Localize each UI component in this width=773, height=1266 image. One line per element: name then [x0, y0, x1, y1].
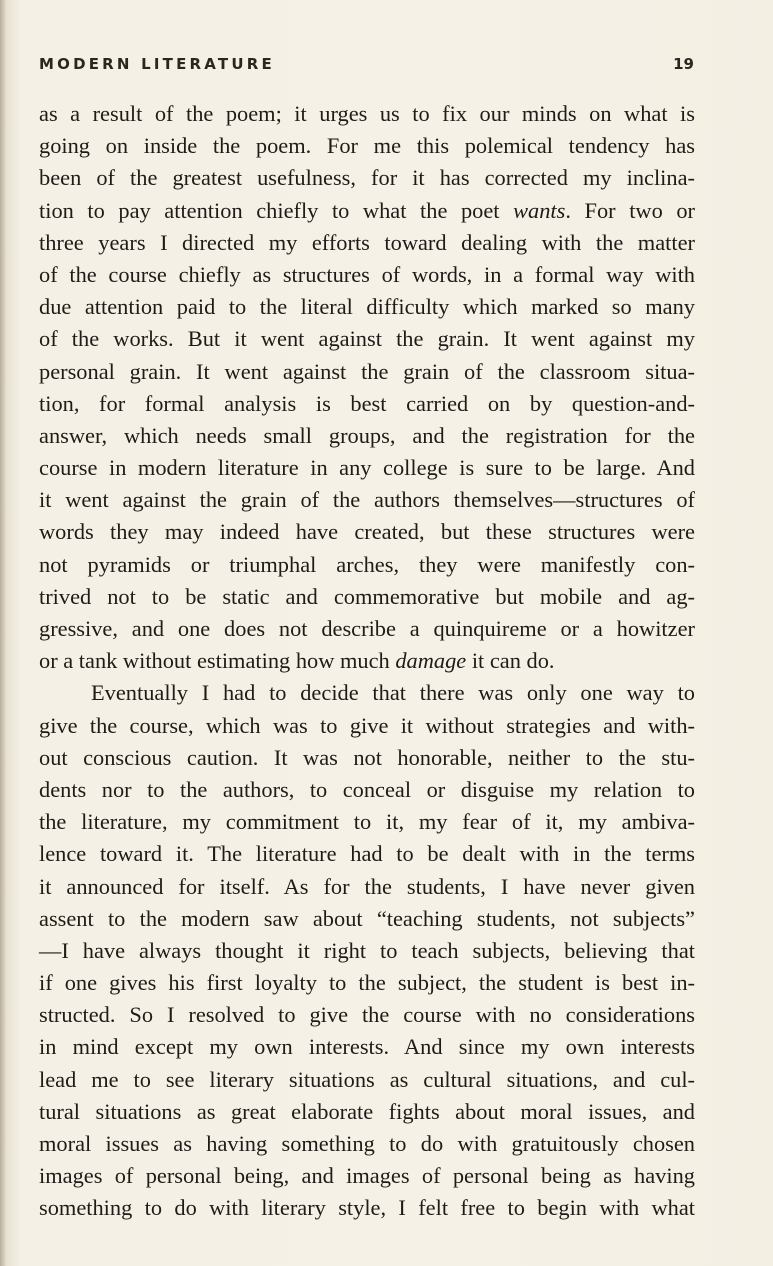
- text-run: tion to pay attention chiefly to what the poet: [39, 197, 514, 223]
- text-line: trived not to be static and commemorative but mobile and ag-: [39, 583, 695, 609]
- running-title: MODERN LITERATURE: [39, 55, 275, 73]
- text-line: gressive, and one does not describe a quinquireme or a howitzer: [39, 616, 695, 641]
- text-line: of the works. But it went against the grain. It went against my: [39, 326, 695, 352]
- text-line: it announced for itself. As for the students, I have never given: [39, 873, 695, 899]
- text-line: course in modern literature in any college is sure to be large. And: [39, 455, 695, 481]
- text-line: out conscious caution. It was not honorable, neither to the stu-: [39, 744, 695, 770]
- text-line: lead me to see literary situations as cultural situations, and cul-: [39, 1066, 695, 1092]
- text-line: as a result of the poem; it urges us to fix our minds on what is: [39, 101, 695, 126]
- running-head: [39, 55, 694, 85]
- text-line: dents nor to the authors, to conceal or disguise my relation to: [39, 776, 695, 802]
- text-line: Eventually I had to decide that there was only one way to: [91, 680, 695, 706]
- binding-shadow: [0, 0, 6, 1266]
- text-line: something to do with literary style, I felt free to begin with what: [39, 1195, 695, 1221]
- body-text: [39, 98, 695, 1225]
- text-line: give the course, which was to give it without strategies and with-: [39, 712, 695, 738]
- text-line: tural situations as great elaborate fights about moral issues, and: [39, 1098, 695, 1124]
- text-line: in mind except my own interests. And since my own interests: [39, 1034, 695, 1060]
- text-line: due attention paid to the literal difficulty which marked so many: [39, 294, 695, 320]
- text-run: or a tank without estimating how much: [39, 648, 396, 674]
- emphasis-wants: wants: [513, 197, 566, 223]
- text-line: images of personal being, and images of personal being as having: [39, 1163, 695, 1189]
- text-line: tion, for formal analysis is best carried on by question-and-: [39, 390, 695, 416]
- emphasis-damage: damage: [395, 648, 467, 674]
- text-line: three years I directed my efforts toward dealing with the matter: [39, 229, 695, 255]
- text-line: of the course chiefly as structures of words, in a formal way with: [39, 261, 695, 287]
- text-line: words they may indeed have created, but these structures were: [39, 519, 695, 545]
- text-run: it can do.: [466, 648, 555, 674]
- text-line: going on inside the poem. For me this polemical tendency has: [39, 133, 695, 159]
- text-line: lence toward it. The literature had to be dealt with in the terms: [39, 841, 695, 867]
- page-number: 19: [673, 55, 694, 73]
- text-line: moral issues as having something to do with gratuitously chosen: [39, 1131, 695, 1156]
- text-line: the literature, my commitment to it, my fear of it, my ambiva-: [39, 809, 695, 835]
- text-line: answer, which needs small groups, and the registration for the: [39, 422, 695, 448]
- text-line: assent to the modern saw about “teaching students, not subjects”: [39, 905, 695, 931]
- text-line: —I have always thought it right to teach subjects, believing that: [39, 937, 695, 963]
- text-line: it went against the grain of the authors themselves—structures of: [39, 487, 695, 513]
- text-line: if one gives his first loyalty to the subject, the student is best in-: [39, 970, 695, 996]
- text-line: [39, 645, 695, 677]
- text-line: structed. So I resolved to give the course with no considerations: [39, 1002, 695, 1028]
- text-line: personal grain. It went against the grain of the classroom situa-: [39, 358, 695, 384]
- text-run: . For two or: [565, 197, 695, 223]
- paragraph-1: [39, 98, 695, 677]
- text-line: been of the greatest usefulness, for it has corrected my inclina-: [39, 165, 695, 191]
- paragraph-2: [39, 677, 695, 1224]
- text-line: [39, 195, 695, 227]
- text-line: not pyramids or triumphal arches, they were manifestly con-: [39, 551, 695, 577]
